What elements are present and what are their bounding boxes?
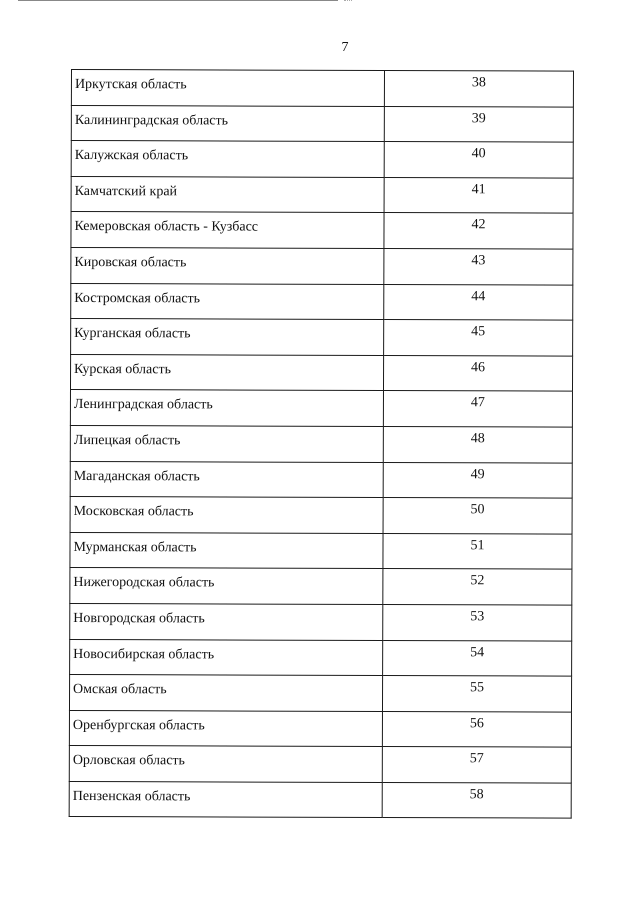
region-code-cell: 48: [383, 426, 572, 462]
region-name-cell: Кемеровская область - Кузбасс: [71, 212, 384, 249]
table-row: [70, 425, 572, 462]
table-row: [69, 710, 571, 747]
page-number: 7: [341, 40, 349, 55]
table-row: [71, 247, 573, 284]
region-name-cell: Орловская область: [69, 746, 382, 783]
region-name-cell: Мурманская область: [70, 532, 383, 569]
region-code-cell: 57: [382, 747, 571, 783]
table-row: [71, 283, 573, 320]
region-name-cell: Камчатский край: [71, 176, 384, 213]
region-name-cell: Курганская область: [71, 319, 384, 356]
region-code-cell: 40: [384, 142, 573, 178]
region-code-cell: 38: [384, 70, 573, 106]
region-name-cell: Липецкая область: [70, 425, 383, 462]
region-code-cell: 46: [383, 355, 572, 391]
region-code-cell: 42: [384, 213, 573, 249]
region-code-cell: 49: [383, 462, 572, 498]
table-row: [69, 746, 571, 783]
table-row: [71, 319, 573, 356]
region-name-cell: Магаданская область: [70, 461, 383, 498]
region-code-cell: 51: [383, 533, 572, 569]
region-code-cell: 52: [383, 569, 572, 605]
region-code-cell: 45: [384, 320, 573, 356]
region-code-cell: 50: [383, 498, 572, 534]
table-row: [70, 639, 572, 676]
region-name-cell: Пензенская область: [69, 781, 382, 818]
region-name-cell: Калужская область: [71, 141, 384, 178]
region-code-cell: 44: [384, 284, 573, 320]
region-name-cell: Новосибирская область: [70, 639, 383, 676]
table-row: [70, 390, 572, 427]
region-code-cell: 47: [383, 391, 572, 427]
region-name-cell: Новгородская область: [70, 603, 383, 640]
table-row: [71, 105, 573, 142]
table-row: [70, 354, 572, 391]
region-name-cell: Костромская область: [71, 283, 384, 320]
table-row: [71, 70, 573, 107]
table-row: [70, 532, 572, 569]
region-name-cell: Ленинградская область: [70, 390, 383, 427]
table-row: [70, 497, 572, 534]
region-code-cell: 43: [384, 248, 573, 284]
region-name-cell: Нижегородская область: [70, 568, 383, 605]
region-name-cell: Омская область: [69, 675, 382, 712]
region-code-cell: 54: [383, 640, 572, 676]
region-name-cell: Курская область: [70, 354, 383, 391]
scan-edge-dots: [344, 0, 352, 2]
table-row: [71, 176, 573, 213]
regions-table: [69, 69, 574, 819]
table-row: [70, 603, 572, 640]
region-name-cell: Калининградская область: [71, 105, 384, 142]
table-row: [69, 781, 571, 818]
region-code-cell: 55: [382, 676, 571, 712]
region-code-cell: 41: [384, 177, 573, 213]
table-row: [70, 461, 572, 498]
region-code-cell: 58: [382, 782, 571, 818]
table-row: [70, 568, 572, 605]
region-name-cell: Московская область: [70, 497, 383, 534]
table-row: [69, 675, 571, 712]
region-name-cell: Кировская область: [71, 247, 384, 284]
table-row: [71, 212, 573, 249]
table-row: [71, 141, 573, 178]
region-code-cell: 53: [383, 604, 572, 640]
region-name-cell: Иркутская область: [71, 70, 384, 107]
region-code-cell: 39: [384, 106, 573, 142]
regions-table-body: [69, 70, 573, 819]
scan-edge-line: [18, 0, 338, 1]
region-name-cell: Оренбургская область: [69, 710, 382, 747]
region-code-cell: 56: [382, 711, 571, 747]
